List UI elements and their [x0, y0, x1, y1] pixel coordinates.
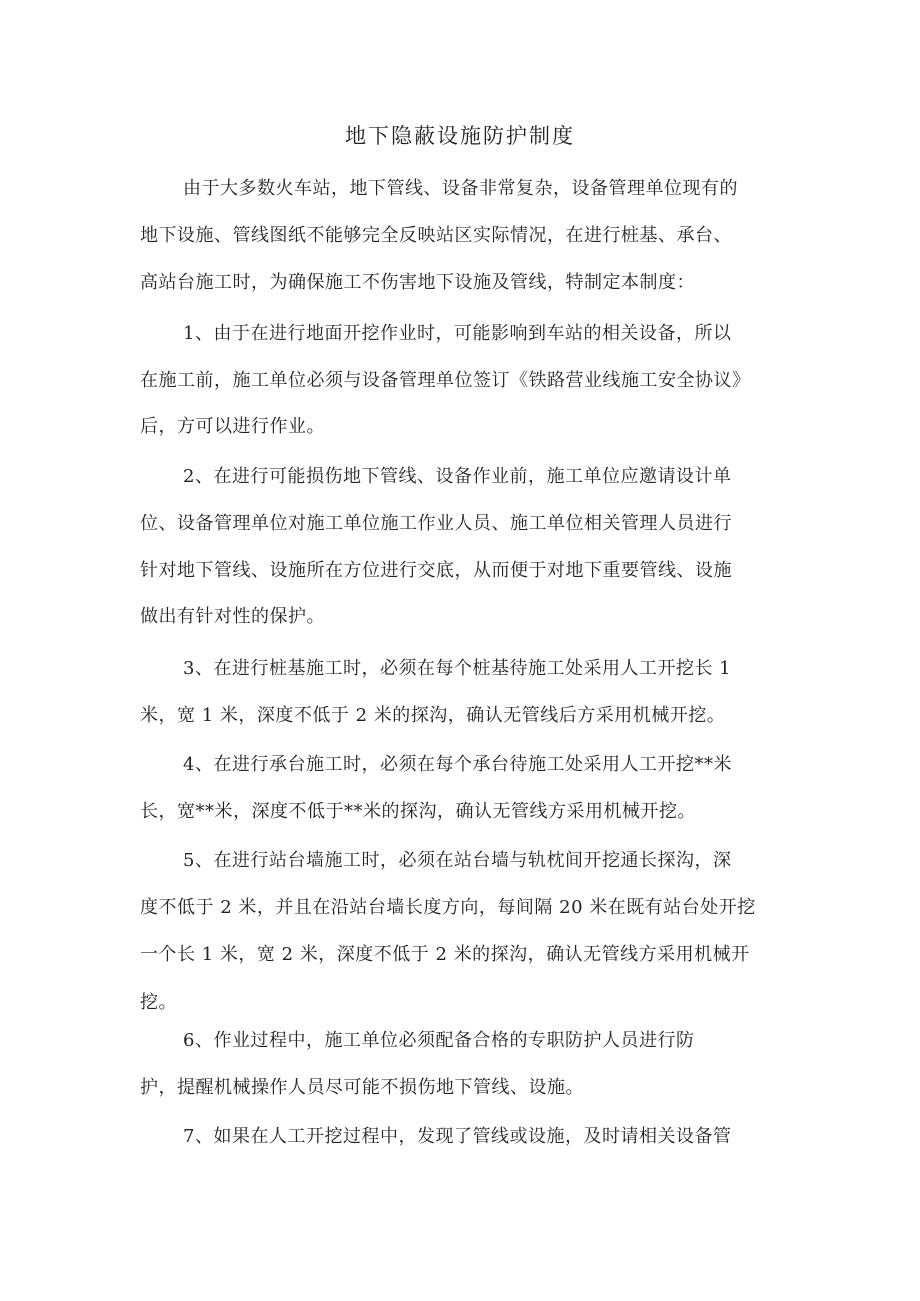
- text-line: 做出有针对性的保护。: [140, 606, 325, 627]
- text-line: 2、在进行可能损伤地下管线、设备作业前，施工单位应邀请设计单: [183, 466, 732, 487]
- text-line: 度不低于 2 米，并且在沿站台墙长度方向，每间隔 20 米在既有站台处开挖: [140, 897, 756, 918]
- text-line: 高站台施工时，为确保施工不伤害地下设施及管线，特制定本制度：: [140, 272, 695, 293]
- text-line: 地下设施、管线图纸不能够完全反映站区实际情况，在进行桩基、承台、: [140, 225, 732, 246]
- text-line: 6、作业过程中，施工单位必须配备合格的专职防护人员进行防: [183, 1030, 695, 1051]
- text-line: 挖。: [140, 992, 177, 1013]
- text-line: 长，宽**米，深度不低于**米的探沟，确认无管线方采用机械开挖。: [140, 801, 696, 822]
- text-line: 1、由于在进行地面开挖作业时，可能影响到车站的相关设备，所以: [183, 323, 732, 344]
- text-line: 4、在进行承台施工时，必须在每个承台待施工处采用人工开挖**米: [183, 754, 732, 775]
- text-line: 位、设备管理单位对施工单位施工作业人员、施工单位相关管理人员进行: [140, 513, 732, 534]
- text-line: 一个长 1 米，宽 2 米，深度不低于 2 米的探沟，确认无管线方采用机械开: [140, 944, 750, 965]
- text-line: 5、在进行站台墙施工时，必须在站台墙与轨枕间开挖通长探沟，深: [183, 850, 732, 871]
- text-line: 3、在进行桩基施工时，必须在每个桩基待施工处采用人工开挖长 1: [183, 658, 732, 679]
- text-line: 由于大多数火车站，地下管线、设备非常复杂，设备管理单位现有的: [183, 178, 738, 199]
- text-line: 在施工前，施工单位必须与设备管理单位签订《铁路营业线施工安全协议》: [140, 370, 751, 391]
- text-line: 后，方可以进行作业。: [140, 416, 325, 437]
- document-title: 地下隐蔽设施防护制度: [345, 124, 575, 148]
- text-line: 7、如果在人工开挖过程中，发现了管线或设施，及时请相关设备管: [183, 1126, 732, 1147]
- text-line: 米，宽 1 米，深度不低于 2 米的探沟，确认无管线后方采用机械开挖。: [140, 705, 726, 726]
- text-line: 护，提醒机械操作人员尽可能不损伤地下管线、设施。: [140, 1077, 584, 1098]
- text-line: 针对地下管线、设施所在方位进行交底，从而便于对地下重要管线、设施: [140, 560, 732, 581]
